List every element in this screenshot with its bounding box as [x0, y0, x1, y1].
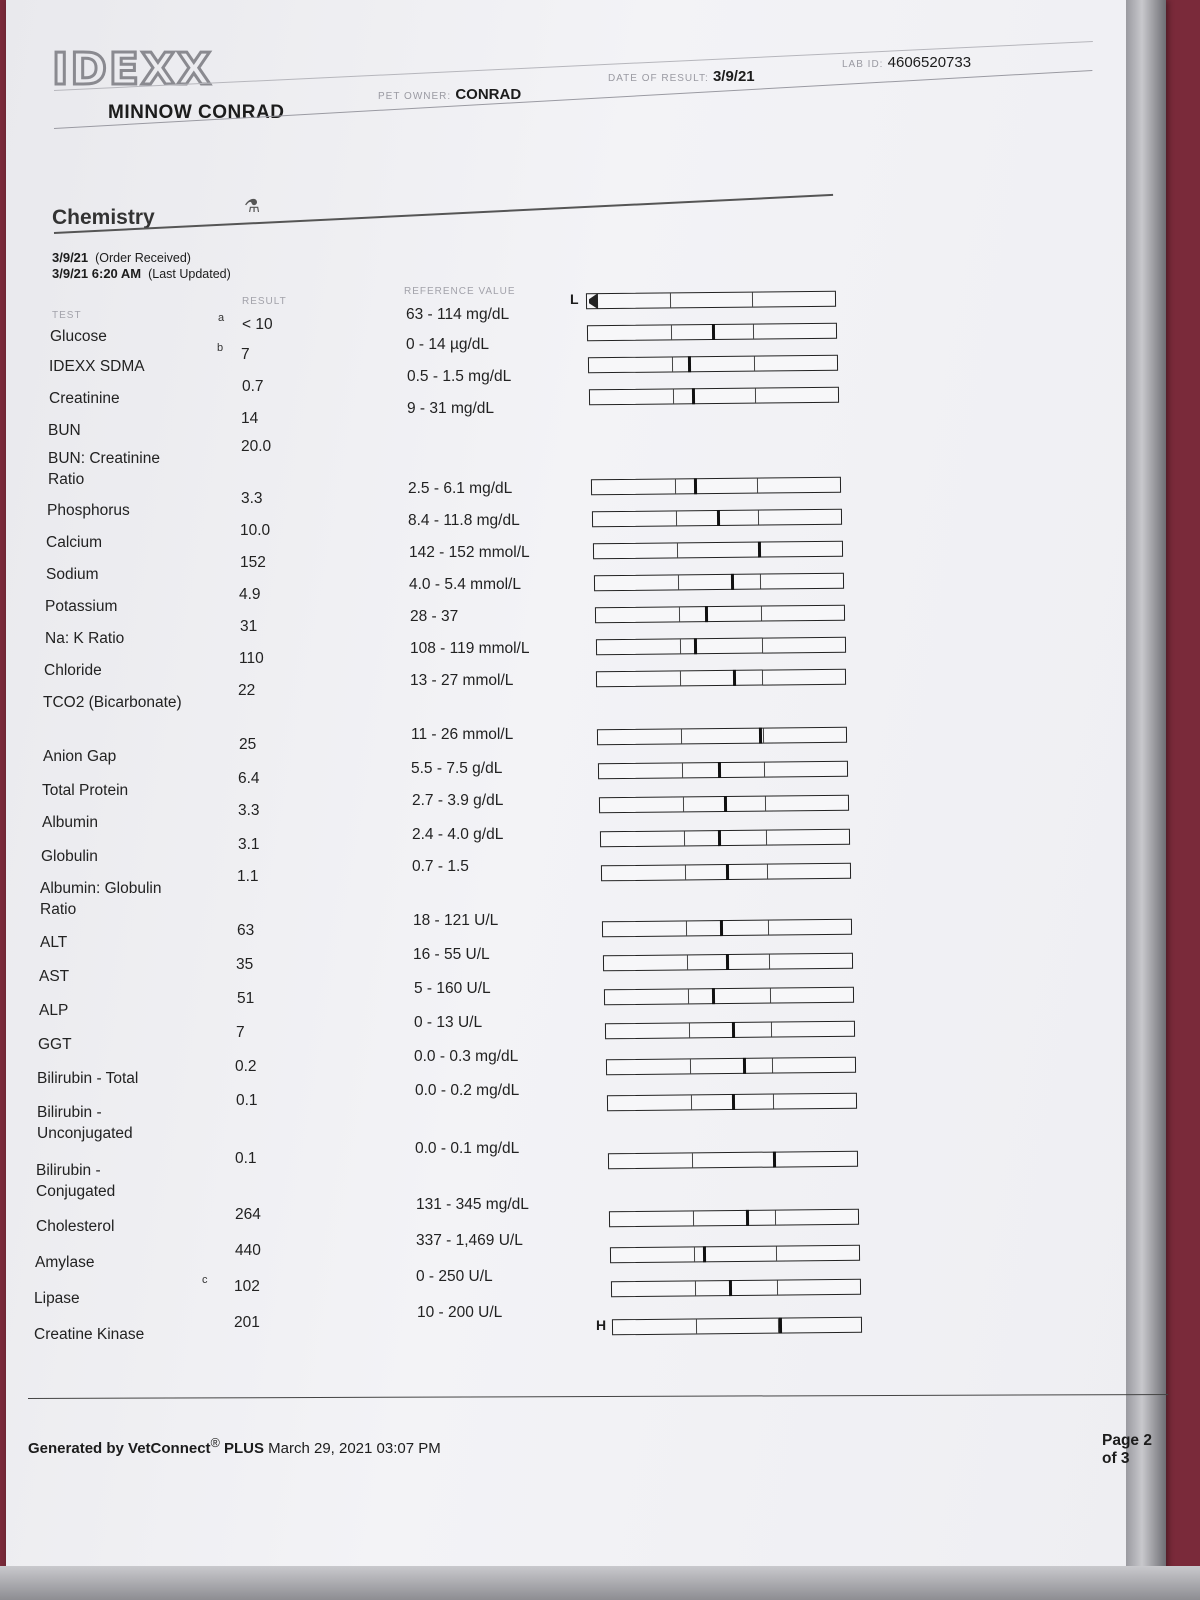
- range-divider-low: [688, 989, 689, 1003]
- range-bar: [588, 355, 838, 374]
- footnote-flag: b: [217, 342, 224, 354]
- test-name: Creatinine: [49, 390, 120, 407]
- range-divider-low: [680, 671, 681, 685]
- reference-range: 2.5 - 6.1 mg/dL: [408, 480, 513, 497]
- result-marker: [712, 324, 715, 340]
- idexx-logo: IDEXX: [52, 44, 213, 95]
- test-result: 3.3: [238, 802, 260, 819]
- test-name: BUN: Creatinine Ratio: [48, 450, 160, 488]
- reference-range: 5.5 - 7.5 g/dL: [411, 760, 503, 777]
- footer-rule: [28, 1394, 1168, 1399]
- test-name: Bilirubin - Total: [37, 1070, 139, 1087]
- result-marker: [688, 356, 691, 372]
- test-name: AST: [39, 968, 70, 985]
- patient-name: MINNOW CONRAD: [108, 102, 285, 123]
- pet-owner-value: CONRAD: [455, 86, 522, 103]
- test-name: GGT: [38, 1036, 72, 1053]
- bottom-strip: [0, 1566, 1200, 1600]
- range-bar: [594, 573, 844, 592]
- high-flag: H: [596, 1317, 607, 1333]
- last-updated: [52, 266, 231, 282]
- reference-range: 108 - 119 mmol/L: [410, 640, 530, 657]
- range-divider-high: [773, 1095, 774, 1109]
- test-name: Lipase: [34, 1290, 80, 1307]
- test-name: ALP: [39, 1002, 69, 1019]
- result-marker: [759, 728, 762, 744]
- test-result: 35: [236, 956, 254, 973]
- range-bar: [599, 795, 849, 814]
- test-name: ALT: [40, 934, 68, 951]
- test-name: Glucose: [50, 328, 107, 345]
- range-divider-low: [678, 575, 679, 589]
- range-divider-high: [766, 831, 767, 845]
- range-divider-high: [760, 575, 761, 589]
- result-marker: [728, 1280, 731, 1296]
- result-marker: [717, 830, 720, 846]
- test-name: Albumin: [42, 814, 98, 831]
- range-bar: [602, 919, 852, 938]
- test-result: 63: [237, 922, 255, 939]
- range-divider-low: [684, 831, 685, 845]
- reference-range: 28 - 37: [410, 608, 459, 625]
- range-bar: [601, 863, 851, 882]
- test-name: BUN: [48, 422, 81, 439]
- range-divider-high: [754, 357, 755, 371]
- reference-range: 13 - 27 mmol/L: [410, 672, 514, 689]
- test-result: 1.1: [237, 868, 259, 885]
- range-divider-low: [677, 543, 678, 557]
- range-bar: [591, 477, 841, 496]
- test-result: 3.3: [241, 490, 263, 507]
- range-divider-high: [775, 1211, 776, 1225]
- test-name: Anion Gap: [43, 748, 117, 765]
- test-result: 7: [236, 1024, 245, 1041]
- test-name: Na: K Ratio: [45, 630, 125, 647]
- column-header-result: RESULT: [242, 296, 287, 307]
- reference-range: 2.7 - 3.9 g/dL: [412, 792, 504, 809]
- range-divider-low: [679, 607, 680, 621]
- reference-range: 142 - 152 mmol/L: [409, 544, 530, 561]
- test-result: 0.1: [235, 1150, 257, 1167]
- range-bar: [603, 953, 853, 972]
- range-divider-high: [769, 955, 770, 969]
- result-marker: [718, 762, 721, 778]
- result-marker: [743, 1058, 746, 1074]
- column-header-reference: REFERENCE VALUE: [404, 286, 516, 297]
- range-divider-high: [777, 1281, 778, 1295]
- range-divider-low: [673, 389, 674, 403]
- test-name: IDEXX SDMA: [49, 358, 145, 375]
- footnote-flag: a: [218, 312, 225, 324]
- range-bar: [607, 1093, 857, 1112]
- lab-id-value: 4606520733: [887, 54, 972, 71]
- result-marker: [712, 988, 715, 1004]
- range-divider-high: [776, 1247, 777, 1261]
- reference-range: 4.0 - 5.4 mmol/L: [409, 576, 521, 593]
- range-bar: [586, 291, 836, 310]
- test-name: Potassium: [45, 598, 118, 615]
- range-bar: [606, 1057, 856, 1076]
- test-result: 51: [237, 990, 255, 1007]
- reference-range: 0 - 13 U/L: [414, 1014, 483, 1031]
- range-divider-low: [694, 1247, 695, 1261]
- range-bar: [597, 727, 847, 746]
- result-marker: [694, 638, 697, 654]
- report-sheet: [6, 0, 1166, 1580]
- range-bar: [611, 1279, 861, 1298]
- test-result: 0.1: [236, 1092, 258, 1109]
- reference-range: 0.0 - 0.3 mg/dL: [414, 1048, 519, 1065]
- flask-icon: ⚗: [244, 196, 261, 216]
- range-divider-high: [763, 729, 764, 743]
- order-note: (Order Received): [95, 251, 191, 265]
- range-divider-low: [680, 639, 681, 653]
- range-divider-low: [682, 763, 683, 777]
- range-divider-high: [752, 293, 753, 307]
- result-marker: [703, 1246, 706, 1262]
- order-date: 3/9/21: [52, 250, 89, 265]
- test-name: Total Protein: [42, 782, 129, 799]
- range-divider-low: [687, 955, 688, 969]
- result-marker: [717, 510, 720, 526]
- range-divider-low: [691, 1095, 692, 1109]
- sheet-edge: [1126, 0, 1166, 1600]
- result-marker: [732, 1094, 735, 1110]
- range-divider-high: [768, 921, 769, 935]
- test-result: 264: [235, 1206, 261, 1223]
- range-bar: [589, 387, 839, 406]
- test-name: Amylase: [35, 1254, 95, 1271]
- reference-range: 9 - 31 mg/dL: [407, 400, 495, 417]
- reference-range: 0.0 - 0.2 mg/dL: [415, 1082, 520, 1099]
- reference-range: 10 - 200 U/L: [417, 1304, 503, 1321]
- test-result: 440: [235, 1242, 261, 1259]
- generated-prefix: Generated by VetConnect: [28, 1440, 211, 1457]
- test-result: 102: [234, 1278, 260, 1295]
- reference-range: 0.5 - 1.5 mg/dL: [407, 368, 512, 385]
- pet-owner-label: PET OWNER:: [378, 91, 452, 102]
- result-marker: [733, 670, 736, 686]
- reference-range: 0.0 - 0.1 mg/dL: [415, 1140, 520, 1157]
- range-bar: [610, 1245, 860, 1264]
- lab-id: [842, 54, 971, 71]
- result-marker: [725, 954, 728, 970]
- order-info: [52, 250, 231, 282]
- result-marker: [694, 478, 697, 494]
- range-divider-low: [672, 357, 673, 371]
- test-result: 14: [241, 410, 259, 427]
- reference-range: 131 - 345 mg/dL: [416, 1196, 529, 1213]
- lab-id-label: LAB ID:: [842, 59, 884, 70]
- date-label: DATE OF RESULT:: [608, 73, 709, 84]
- test-result: 0.2: [235, 1058, 257, 1075]
- result-marker: [746, 1210, 749, 1226]
- range-divider-low: [693, 1211, 694, 1225]
- test-name: TCO2 (Bicarbonate): [43, 694, 182, 711]
- range-bar: [605, 1021, 855, 1040]
- range-divider-high: [762, 671, 763, 685]
- test-name: Chloride: [44, 662, 102, 679]
- range-bar: [592, 509, 842, 528]
- range-divider-high: [772, 1059, 773, 1073]
- range-divider-high: [765, 797, 766, 811]
- range-bar: [593, 541, 843, 560]
- test-name: Bilirubin - Unconjugated: [37, 1104, 133, 1142]
- section-title: Chemistry: [52, 206, 155, 229]
- test-name: Creatine Kinase: [34, 1326, 145, 1343]
- range-bar: [600, 829, 850, 848]
- range-divider-low: [690, 1059, 691, 1073]
- range-bar: [596, 637, 846, 656]
- range-divider-low: [686, 921, 687, 935]
- test-result: 31: [240, 618, 258, 635]
- range-bar: [604, 987, 854, 1006]
- test-result: 152: [240, 554, 266, 571]
- updated-note: (Last Updated): [148, 267, 231, 281]
- reference-range: 0 - 250 U/L: [416, 1268, 493, 1285]
- range-divider-high: [757, 479, 758, 493]
- range-divider-high: [764, 763, 765, 777]
- range-bar: [598, 761, 848, 780]
- result-marker: [773, 1152, 776, 1168]
- range-bar: [587, 323, 837, 342]
- range-divider-low: [683, 797, 684, 811]
- date-value: 3/9/21: [712, 68, 755, 85]
- range-divider-low: [685, 865, 686, 879]
- reference-range: 18 - 121 U/L: [413, 912, 499, 929]
- result-marker: [589, 293, 598, 309]
- test-result: 6.4: [238, 770, 260, 787]
- range-divider-high: [758, 511, 759, 525]
- reference-range: 63 - 114 mg/dL: [406, 306, 510, 323]
- pet-owner: [378, 86, 521, 103]
- result-marker: [726, 864, 729, 880]
- range-divider-high: [753, 325, 754, 339]
- test-result: 10.0: [240, 522, 271, 539]
- result-marker: [719, 920, 722, 936]
- test-result: 201: [234, 1314, 260, 1331]
- result-marker: [758, 542, 761, 558]
- page-number: Page 2 of 3: [1102, 1432, 1152, 1467]
- range-bar: [595, 605, 845, 624]
- range-divider-high: [770, 989, 771, 1003]
- result-marker: [732, 1022, 735, 1038]
- range-divider-high: [767, 865, 768, 879]
- reference-range: 5 - 160 U/L: [414, 980, 491, 997]
- range-divider-low: [676, 511, 677, 525]
- test-result: 110: [239, 650, 264, 667]
- generated-brand: PLUS: [223, 1440, 264, 1457]
- range-divider-low: [681, 729, 682, 743]
- reference-range: 11 - 26 mmol/L: [411, 726, 514, 743]
- result-marker: [724, 796, 727, 812]
- test-name: Globulin: [41, 848, 98, 865]
- reference-range: 337 - 1,469 U/L: [416, 1232, 523, 1249]
- test-name: Calcium: [46, 534, 102, 551]
- range-bar: [608, 1151, 858, 1170]
- result-marker: [705, 606, 708, 622]
- test-result: 22: [238, 682, 256, 699]
- test-name: Cholesterol: [36, 1218, 115, 1235]
- result-marker: [779, 1318, 782, 1334]
- test-name: Phosphorus: [47, 502, 130, 519]
- range-divider-low: [689, 1023, 690, 1037]
- test-result: < 10: [242, 316, 273, 333]
- test-result: 0.7: [242, 378, 264, 395]
- order-received: [52, 250, 231, 266]
- test-result: 20.0: [241, 438, 272, 455]
- range-divider-high: [755, 389, 756, 403]
- test-name: Albumin: Globulin Ratio: [40, 880, 162, 918]
- updated-date: 3/9/21 6:20 AM: [52, 266, 142, 281]
- range-divider-high: [761, 607, 762, 621]
- result-marker: [731, 574, 734, 590]
- reference-range: 8.4 - 11.8 mg/dL: [408, 512, 520, 529]
- reference-range: 0.7 - 1.5: [412, 858, 469, 875]
- registered-mark: ®: [210, 1436, 220, 1450]
- low-flag: L: [570, 291, 579, 307]
- range-bar: [612, 1317, 862, 1336]
- test-result: 4.9: [239, 586, 261, 603]
- reference-range: 0 - 14 µg/dL: [406, 336, 490, 353]
- range-bar: [609, 1209, 859, 1228]
- range-divider-low: [696, 1319, 697, 1333]
- range-divider-low: [670, 293, 671, 307]
- result-marker: [692, 388, 695, 404]
- reference-range: 16 - 55 U/L: [413, 946, 490, 963]
- column-header-test: TEST: [52, 310, 82, 321]
- test-name: Bilirubin - Conjugated: [36, 1162, 116, 1200]
- range-bar: [596, 669, 846, 688]
- range-divider-low: [695, 1281, 696, 1295]
- range-divider-low: [671, 325, 672, 339]
- range-divider-high: [771, 1023, 772, 1037]
- section-rule: [54, 194, 833, 234]
- range-divider-high: [762, 639, 763, 653]
- range-divider-low: [692, 1153, 693, 1167]
- test-result: 3.1: [238, 836, 260, 853]
- date-of-result: [608, 68, 755, 85]
- range-divider-low: [675, 479, 676, 493]
- test-result: 25: [239, 736, 257, 753]
- generated-by: [28, 1436, 441, 1457]
- test-result: 7: [241, 346, 250, 363]
- generated-date: March 29, 2021 03:07 PM: [268, 1440, 441, 1457]
- reference-range: 2.4 - 4.0 g/dL: [412, 826, 504, 843]
- test-name: Sodium: [46, 566, 99, 583]
- footnote-flag: c: [202, 1274, 208, 1286]
